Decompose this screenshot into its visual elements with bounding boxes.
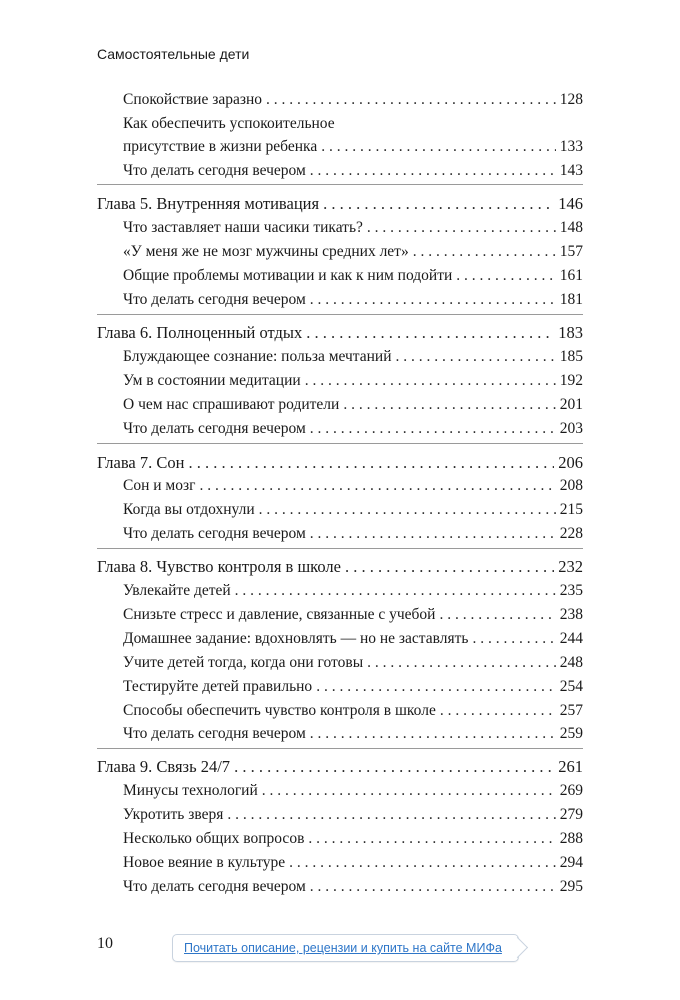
toc-entry	[123, 290, 583, 310]
toc-chapter-title: Глава 6. Полноценный отдых	[97, 323, 303, 342]
toc-entry-page: 228	[559, 525, 583, 542]
toc-entry	[123, 605, 583, 625]
dot-leader	[310, 290, 556, 310]
toc-entry	[123, 371, 583, 391]
toc-entry-title: Что делать сегодня вечером	[123, 525, 306, 542]
toc-chapter-page: 206	[558, 453, 583, 472]
section-divider	[97, 548, 583, 549]
dot-leader	[234, 757, 554, 777]
toc-entry-page: 203	[559, 420, 583, 437]
section-divider	[97, 748, 583, 749]
dot-leader	[323, 194, 554, 214]
toc-entry-page: 269	[559, 782, 583, 799]
toc-entry-page: 143	[559, 162, 583, 179]
dot-leader	[262, 781, 556, 801]
toc-entry	[123, 500, 583, 520]
dot-leader	[310, 161, 556, 181]
toc-entry-title: Несколько общих вопросов	[123, 830, 305, 847]
toc-entry-page: 208	[559, 477, 583, 494]
dot-leader	[310, 524, 556, 544]
toc-chapter-page: 146	[558, 194, 583, 213]
toc-entry	[123, 524, 583, 544]
toc-entry-page: 248	[559, 654, 583, 671]
dot-leader	[308, 829, 555, 849]
toc-entry	[123, 137, 583, 157]
toc-chapter	[97, 453, 583, 473]
toc-entry	[123, 877, 583, 897]
dot-leader	[439, 605, 555, 625]
toc-entry-title: Учите детей тогда, когда они готовы	[123, 654, 364, 671]
toc-entry-title: «У меня же не мозг мужчины средних лет»	[123, 243, 409, 260]
dot-leader	[472, 629, 555, 649]
toc-entry	[123, 419, 583, 439]
toc-entry-page: 257	[559, 702, 583, 719]
toc-entry-title: Что делать сегодня вечером	[123, 725, 306, 742]
dot-leader	[199, 476, 555, 496]
section-divider	[97, 314, 583, 315]
toc-entry-title: Что заставляет наши часики тикать?	[123, 219, 363, 236]
toc-entry-title: присутствие в жизни ребенка	[123, 138, 318, 155]
toc-entry-page: 181	[559, 291, 583, 308]
toc-chapter-page: 261	[558, 757, 583, 776]
toc-entry-title: Что делать сегодня вечером	[123, 162, 306, 179]
page-number: 10	[97, 935, 113, 952]
toc-entry-page: 215	[559, 501, 583, 518]
toc-entry	[123, 677, 583, 697]
toc-entry-page: 254	[559, 678, 583, 695]
dot-leader	[343, 395, 555, 415]
toc-entry	[123, 724, 583, 744]
toc-chapter-title: Глава 8. Чувство контроля в школе	[97, 557, 341, 576]
toc-chapter-title: Глава 5. Внутренняя мотивация	[97, 194, 320, 213]
dot-leader	[440, 701, 556, 721]
toc-entry-title: Что делать сегодня вечером	[123, 420, 306, 437]
toc-chapter-page: 183	[558, 323, 583, 342]
dot-leader	[345, 557, 554, 577]
toc-entry	[123, 653, 583, 673]
dot-leader	[306, 323, 554, 343]
toc-entry-title: Минусы технологий	[123, 782, 258, 799]
buy-on-mif-link-text[interactable]: Почитать описание, рецензии и купить на сайте МИФа	[184, 941, 502, 955]
toc-entry	[123, 395, 583, 415]
toc-entry	[123, 114, 583, 134]
toc-entry-page: 279	[559, 806, 583, 823]
toc-chapter-title: Глава 9. Связь 24/7	[97, 757, 231, 776]
toc-entry-page: 288	[559, 830, 583, 847]
toc-entry	[123, 781, 583, 801]
toc-entry	[123, 266, 583, 286]
toc-entry-page: 295	[559, 878, 583, 895]
toc-entry-title: Когда вы отдохнули	[123, 501, 255, 518]
dot-leader	[413, 242, 556, 262]
dot-leader	[316, 677, 556, 697]
toc-entry	[123, 218, 583, 238]
toc-entry-title: Что делать сегодня вечером	[123, 878, 306, 895]
dot-leader	[456, 266, 555, 286]
toc-entry	[123, 629, 583, 649]
toc-entry	[123, 805, 583, 825]
toc-entry	[123, 347, 583, 367]
toc-entry-page: 244	[559, 630, 583, 647]
toc-entry-title: Способы обеспечить чувство контроля в школе	[123, 702, 436, 719]
running-head: Самостоятельные дети	[97, 46, 250, 62]
toc-entry-page: 294	[559, 854, 583, 871]
toc-entry-title: Укротить зверя	[123, 806, 224, 823]
toc-entry	[123, 829, 583, 849]
buy-on-mif-link[interactable]	[172, 934, 519, 962]
dot-leader	[227, 805, 555, 825]
toc-entry-title: Ум в состоянии медитации	[123, 372, 301, 389]
toc-entry-page: 148	[559, 219, 583, 236]
toc-entry	[123, 476, 583, 496]
dot-leader	[235, 581, 556, 601]
toc-entry-page: 238	[559, 606, 583, 623]
toc-entry	[123, 242, 583, 262]
dot-leader	[266, 90, 556, 110]
toc-entry-page: 201	[559, 396, 583, 413]
toc-entry-page: 161	[559, 267, 583, 284]
toc-entry-title: Что делать сегодня вечером	[123, 291, 306, 308]
toc-entry-page: 128	[559, 91, 583, 108]
toc-entry-title: Снизьте стресс и давление, связанные с учебой	[123, 606, 436, 623]
toc-entry-title: Сон и мозг	[123, 477, 196, 494]
toc-entry-page: 192	[559, 372, 583, 389]
toc-entry-page: 185	[559, 348, 583, 365]
dot-leader	[305, 371, 556, 391]
toc-chapter	[97, 323, 583, 343]
dot-leader	[367, 653, 556, 673]
section-divider	[97, 443, 583, 444]
toc-entry	[123, 701, 583, 721]
toc-entry-title: Как обеспечить успокоительное	[123, 115, 335, 132]
toc-entry	[123, 90, 583, 110]
toc-entry-title: Тестируйте детей правильно	[123, 678, 313, 695]
toc-entry-title: Новое веяние в культуре	[123, 854, 286, 871]
toc-entry-title: Блуждающее сознание: польза мечтаний	[123, 348, 392, 365]
dot-leader	[396, 347, 556, 367]
toc-entry-title: Увлекайте детей	[123, 582, 231, 599]
toc-entry-page: 259	[559, 725, 583, 742]
toc-chapter	[97, 194, 583, 214]
toc-entry	[123, 853, 583, 873]
section-divider	[97, 184, 583, 185]
dot-leader	[321, 137, 556, 157]
toc-entry-title: Спокойствие заразно	[123, 91, 262, 108]
dot-leader	[310, 724, 556, 744]
toc-entry-title: Общие проблемы мотивации и как к ним подойти	[123, 267, 453, 284]
dot-leader	[367, 218, 556, 238]
dot-leader	[289, 853, 556, 873]
toc-entry	[123, 161, 583, 181]
toc-chapter	[97, 757, 583, 777]
dot-leader	[188, 453, 554, 473]
dot-leader	[310, 877, 556, 897]
toc-entry-title: О чем нас спрашивают родители	[123, 396, 340, 413]
toc-chapter	[97, 557, 583, 577]
dot-leader	[310, 419, 556, 439]
toc-entry	[123, 581, 583, 601]
toc-chapter-title: Глава 7. Сон	[97, 453, 185, 472]
toc-entry-page: 235	[559, 582, 583, 599]
dot-leader	[259, 500, 556, 520]
toc-entry-title: Домашнее задание: вдохновлять — но не заставлять	[123, 630, 469, 647]
toc-entry-page: 157	[559, 243, 583, 260]
toc-chapter-page: 232	[558, 557, 583, 576]
toc-entry-page: 133	[559, 138, 583, 155]
